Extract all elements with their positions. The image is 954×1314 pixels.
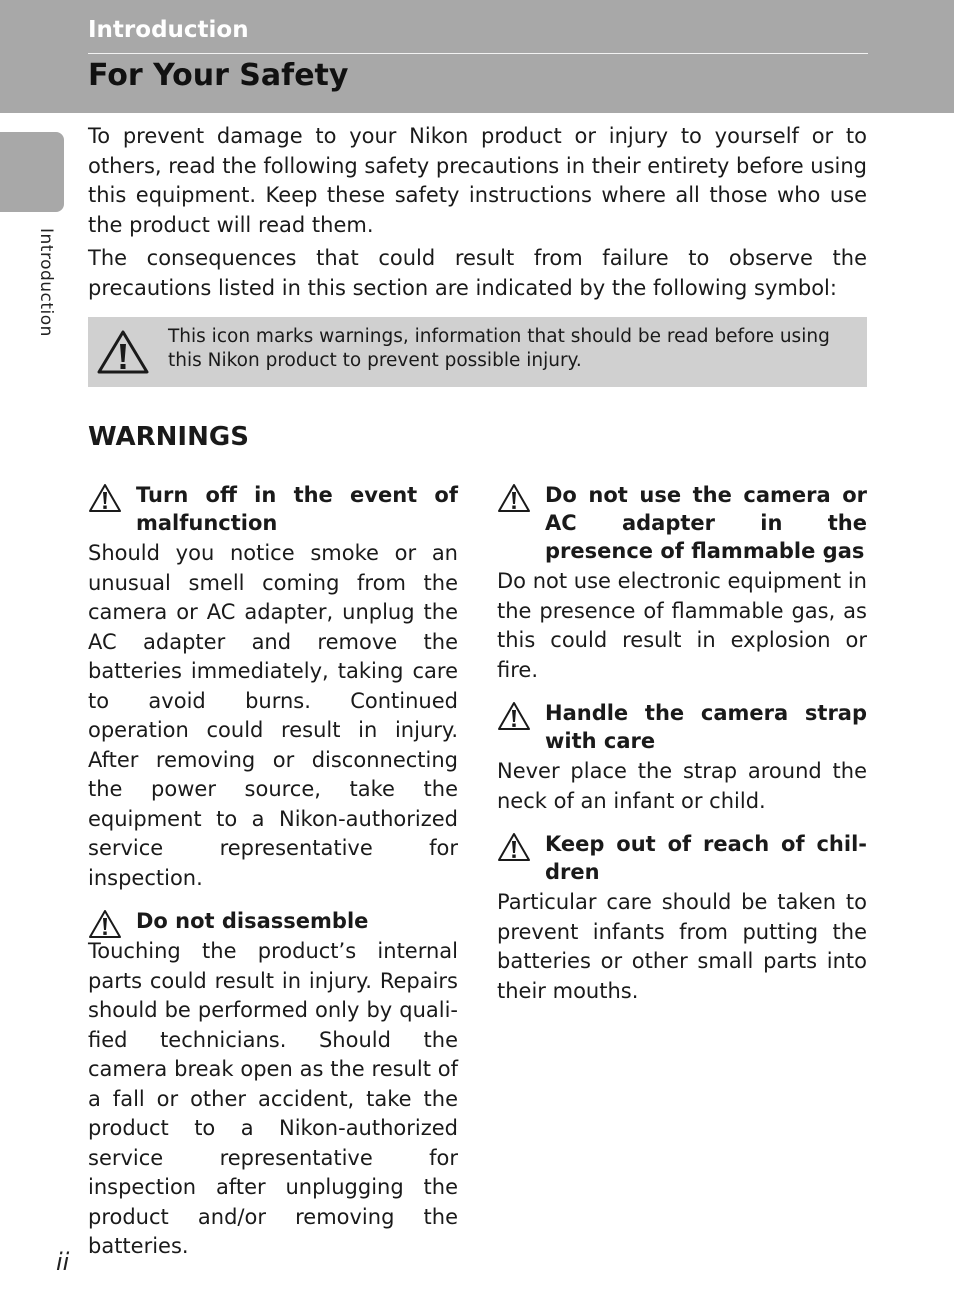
notice-text: This icon marks warnings, information that should be read before using this Nikon product to prevent possible injury. — [168, 326, 830, 371]
intro-paragraph-2: The consequences that could result from failure to observe the precautions listed in this section are indicated by the following symbol: — [88, 245, 867, 300]
warning-item — [497, 699, 867, 816]
warning-body: Never place the strap around the neck of an infant or child. — [497, 759, 867, 813]
warning-item — [497, 830, 867, 1006]
warning-body: Should you notice smoke or an unusual smell coming from the camera or AC adapter, unplug the AC adapter and remove the batteries immediately, taking care to avoid burns. Continued operation could result in injury. After removing or disconnecting the power source, take the equipment to a Nikon-authorized service representative for inspection. — [88, 541, 458, 890]
warning-title-text: Do not disassemble — [136, 909, 369, 933]
warning-triangle-icon — [497, 832, 531, 862]
warning-item — [88, 907, 458, 1262]
warnings-column-left — [88, 481, 458, 1276]
warning-triangle-icon — [497, 701, 531, 731]
warning-body: Particular care should be taken to prevent infants from putting the batteries or other small parts into their mouths. — [497, 890, 867, 1003]
page-header — [0, 0, 954, 113]
warning-title — [88, 481, 458, 537]
warnings-heading: WARNINGS — [88, 422, 249, 452]
warning-title — [497, 699, 867, 755]
intro-text — [88, 122, 867, 306]
intro-paragraph-1: To prevent damage to your Nikon product or injury to yourself or to others, read the following safety precautions in their entirety before using this equipment. Keep these safety instructions where all those who use the product will read them. — [88, 124, 868, 238]
warning-triangle-icon — [96, 329, 150, 375]
section-label: Introduction — [88, 17, 249, 43]
warnings-column-right — [497, 481, 867, 1020]
warning-triangle-icon — [88, 909, 122, 939]
warning-triangle-icon — [497, 483, 531, 513]
warning-title-text: Keep out of reach of children — [545, 832, 867, 884]
side-tab — [0, 132, 64, 212]
warning-triangle-icon — [88, 483, 122, 513]
warning-item — [497, 481, 867, 685]
page-title: For Your Safety — [88, 58, 349, 93]
side-tab-label: Introduction — [36, 228, 56, 337]
warning-body: Touching the product’s internal parts could result in injury. Repairs should be performed only by qualified technicians. Should the camera break open as the result of a fall or other accident, take the product to a Nikon-authorized service representative for inspection after unplugging the product and/or removing the batteries. — [88, 939, 458, 1258]
header-divider — [88, 53, 868, 54]
warning-title-text: Do not use the camera or AC adapter in the presence of flammable gas — [545, 483, 867, 563]
warning-title-text: Handle the camera strap with care — [545, 701, 867, 753]
warning-title — [497, 481, 867, 565]
warning-title — [497, 830, 867, 886]
warning-title-text: Turn off in the event of malfunction — [136, 483, 458, 535]
page-number: ii — [56, 1248, 70, 1276]
warning-item — [88, 481, 458, 893]
warning-body: Do not use electronic equipment in the presence of flammable gas, as this could result in explosion or fire. — [497, 569, 867, 682]
warning-symbol-notice — [88, 317, 867, 387]
warning-title — [88, 907, 458, 935]
